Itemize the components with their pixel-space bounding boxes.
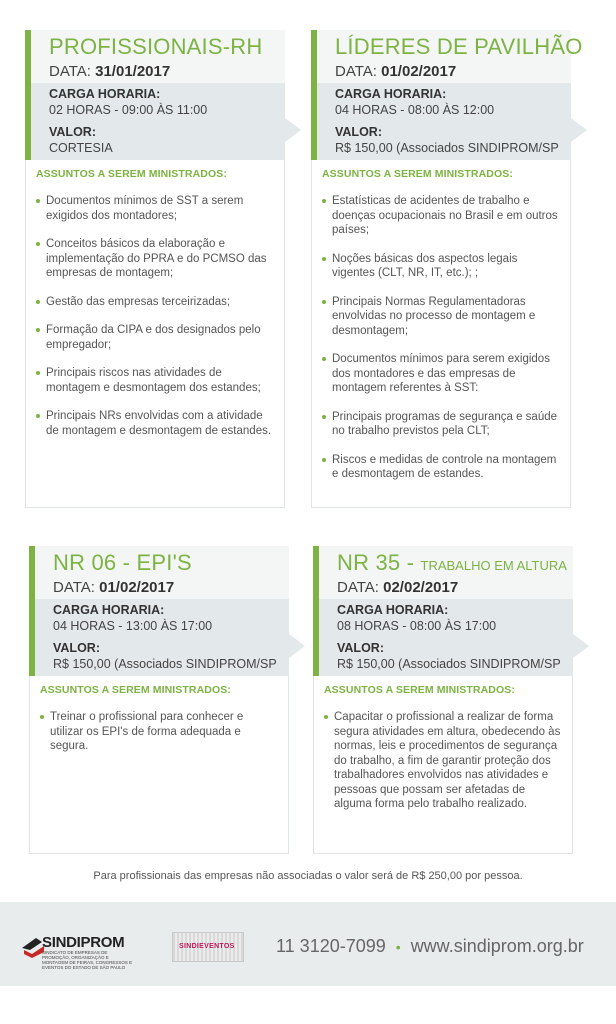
- list-item: Principais NRs envolvidas com a atividade de montagem e desmontagem de estandes.: [36, 409, 274, 438]
- card-header: [311, 30, 583, 160]
- card-title: NR 06 - EPI'S: [53, 550, 192, 575]
- footer: [0, 902, 616, 986]
- bullet-icon: [36, 371, 40, 375]
- bullet-icon: [36, 199, 40, 203]
- list-item: Treinar o profissional para conhecer e utilizar os EPI's de forma adequada e segura.: [40, 710, 278, 754]
- card-date: DATA: 31/01/2017: [49, 63, 171, 80]
- carga-label: CARGA HORARIA:: [337, 603, 449, 617]
- card-profissionais-rh: [25, 30, 285, 508]
- arrow-right-icon: [285, 118, 301, 142]
- pricing-note: Para profissionais das empresas não associadas o valor será de R$ 250,00 por pessoa.: [93, 870, 523, 882]
- carga-label: CARGA HORARIA:: [53, 603, 165, 617]
- sindieventos-logo: SINDIEVENTOS: [172, 932, 244, 962]
- topics-list: [40, 710, 278, 754]
- card-nr35-trabalho-em-altura: [313, 546, 573, 854]
- valor-label: VALOR:: [337, 641, 384, 655]
- valor-label: VALOR:: [335, 125, 382, 139]
- bullet-icon: [40, 715, 44, 719]
- list-item: Noções básicas dos aspectos legais vigentes (CLT, NR, IT, etc.); ;: [322, 252, 560, 281]
- carga-label: CARGA HORARIA:: [49, 87, 161, 101]
- bullet-icon: [36, 414, 40, 418]
- list-item: Principais programas de segurança e saúde no trabalho previstos pela CLT;: [322, 410, 560, 439]
- valor-value: R$ 150,00 (Associados SINDIPROM/SP: [53, 657, 277, 671]
- phone-number: 11 3120-7099: [276, 936, 386, 956]
- card-nr06-epis: [29, 546, 289, 854]
- bullet-icon: [36, 328, 40, 332]
- bullet-icon: [322, 458, 326, 462]
- carga-value: 04 HORAS - 13:00 ÀS 17:00: [53, 619, 213, 633]
- card-header: [313, 546, 573, 676]
- topics-list: [322, 194, 560, 482]
- valor-value: R$ 150,00 (Associados SINDIPROM/SP: [337, 657, 561, 671]
- carga-value: 04 HORAS - 08:00 ÀS 12:00: [335, 103, 495, 117]
- carga-value: 02 HORAS - 09:00 ÀS 11:00: [49, 103, 208, 117]
- card-date: DATA: 01/02/2017: [53, 579, 175, 596]
- topics-list: [324, 710, 562, 812]
- card-title: PROFISSIONAIS-RH: [49, 34, 263, 59]
- topics-heading: ASSUNTOS A SEREM MINISTRADOS:: [322, 168, 513, 180]
- list-item: Capacitar o profissional a realizar de forma segura atividades em altura, obedecendo às normas, leis e procedimentos de segurança do trabalho, a fim de garantir proteção dos trabalhadores envolvidos nas atividades e pessoas que possam ser afetadas de alguma forma pelo trabalho realizado.: [324, 710, 562, 812]
- bullet-icon: [36, 242, 40, 246]
- valor-value: CORTESIA: [49, 141, 113, 155]
- topics-heading: ASSUNTOS A SEREM MINISTRADOS:: [36, 168, 227, 180]
- bullet-icon: [322, 300, 326, 304]
- card-title: LÍDERES DE PAVILHÃO: [335, 34, 583, 59]
- bullet-icon: [322, 199, 326, 203]
- list-item: Gestão das empresas terceirizadas;: [36, 295, 274, 310]
- bullet-icon: [322, 257, 326, 261]
- card-body: [311, 160, 571, 508]
- contact-info: [276, 936, 584, 957]
- separator-dot-icon: •: [395, 939, 401, 955]
- list-item: Conceitos básicos da elaboração e implementação do PPRA e do PCMSO das empresas de montagem;: [36, 237, 274, 281]
- valor-value: R$ 150,00 (Associados SINDIPROM/SP: [335, 141, 559, 155]
- card-header: [25, 30, 285, 160]
- list-item: Principais Normas Regulamentadoras envolvidas no processo de montagem e desmontagem;: [322, 295, 560, 339]
- card-header: [29, 546, 289, 676]
- list-item: Documentos mínimos de SST a serem exigidos dos montadores;: [36, 194, 274, 223]
- valor-label: VALOR:: [53, 641, 100, 655]
- card-title: NR 35 - TRABALHO EM ALTURA: [337, 550, 567, 575]
- topics-heading: ASSUNTOS A SEREM MINISTRADOS:: [324, 684, 515, 696]
- card-body: [25, 160, 285, 508]
- carga-value: 08 HORAS - 08:00 ÀS 17:00: [337, 619, 497, 633]
- card-lideres-de-pavilhao: [311, 30, 583, 508]
- sindiprom-logo: SINDIPROM SINDICATO DE EMPRESAS DE PROMOÇÃO, ORGANIZAÇÃO E MONTAGEM DE FEIRAS, CONGRESSOS E EVENTOS DO ESTADO DE SÃO PAULO: [22, 934, 134, 960]
- card-date: DATA: 02/02/2017: [337, 579, 459, 596]
- list-item: Riscos e medidas de controle na montagem e desmontagem de estandes.: [322, 453, 560, 482]
- bullet-icon: [322, 415, 326, 419]
- bullet-icon: [322, 357, 326, 361]
- valor-label: VALOR:: [49, 125, 96, 139]
- arrow-right-icon: [573, 634, 589, 658]
- card-date: DATA: 01/02/2017: [335, 63, 457, 80]
- list-item: Estatísticas de acidentes de trabalho e doenças ocupacionais no Brasil e em outros países;: [322, 194, 560, 238]
- topics-heading: ASSUNTOS A SEREM MINISTRADOS:: [40, 684, 231, 696]
- carga-label: CARGA HORARIA:: [335, 87, 447, 101]
- topics-list: [36, 194, 274, 438]
- list-item: Formação da CIPA e dos designados pelo empregador;: [36, 323, 274, 352]
- bullet-icon: [324, 715, 328, 719]
- arrow-right-icon: [571, 118, 587, 142]
- card-body: [313, 676, 573, 854]
- list-item: Documentos mínimos para serem exigidos dos montadores e das empresas de montagem referentes à SST:: [322, 352, 560, 396]
- arrow-right-icon: [289, 634, 305, 658]
- website-link[interactable]: www.sindiprom.org.br: [410, 936, 584, 956]
- bullet-icon: [36, 300, 40, 304]
- list-item: Principais riscos nas atividades de montagem e desmontagem dos estandes;: [36, 366, 274, 395]
- card-body: [29, 676, 289, 854]
- sindiprom-logo-icon: [22, 936, 44, 958]
